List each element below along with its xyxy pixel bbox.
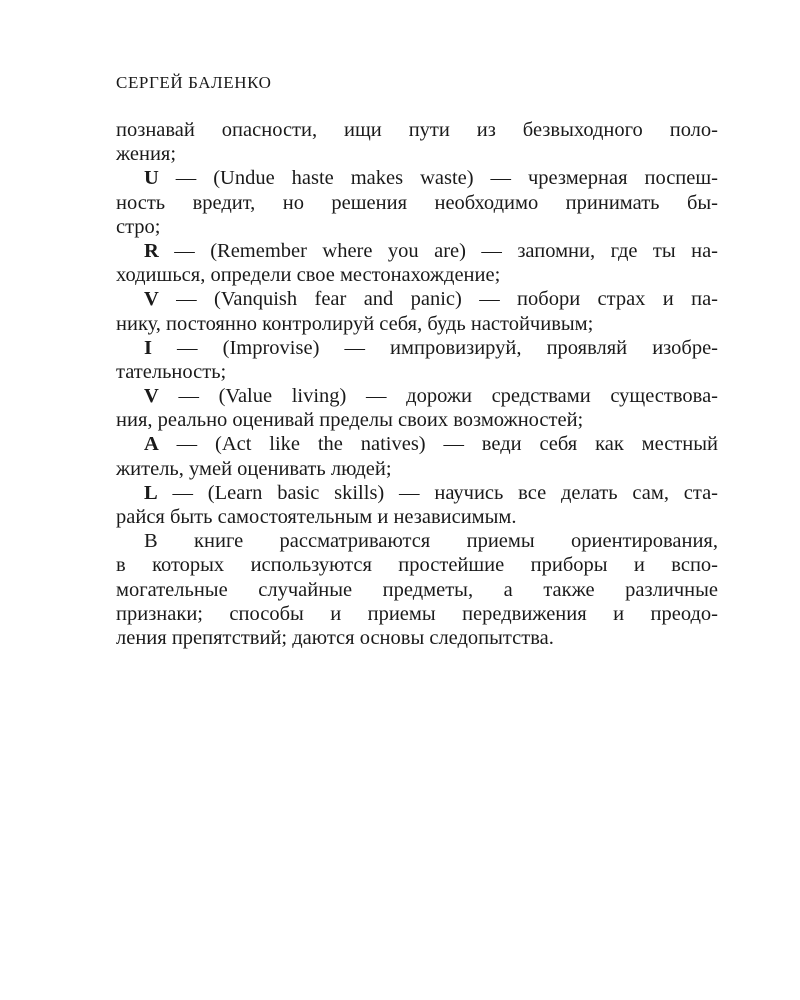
acronym-letter: U (144, 167, 159, 190)
text-line: познавай опасности, ищи пути из безвыходного поло- (116, 119, 718, 141)
acronym-letter: A (144, 433, 159, 456)
acronym-text: — (Undue haste makes waste) — чрезмерная поспеш- (158, 167, 718, 190)
text-line: нику, постоянно контролируй себя, будь настойчивым; (116, 312, 594, 335)
acronym-item-v2 (116, 384, 718, 408)
text-line: житель, умей оценивать людей; (116, 457, 392, 480)
text-line: ления препятствий; даются основы следопытства. (116, 626, 554, 649)
text-line: ния, реально оценивай пределы своих возможностей; (116, 409, 584, 432)
acronym-letter: V (144, 385, 159, 408)
acronym-text: — (Learn basic skills) — научись все делать сам, ста- (157, 481, 718, 504)
text-line: признаки; способы и приемы передвижения и преодо- (116, 602, 718, 625)
acronym-text: — (Improvise) — импровизируй, проявляй изобре- (151, 336, 718, 359)
text-line: могательные случайные предметы, а также различные (116, 578, 718, 601)
acronym-letter: L (144, 481, 158, 504)
text-line: райся быть самостоятельным и независимым. (116, 506, 517, 528)
body-text (116, 118, 718, 650)
acronym-item-i (116, 336, 718, 360)
acronym-item-l (116, 481, 718, 505)
acronym-item-v (116, 287, 718, 311)
text-line: ность вредит, но решения необходимо принимать бы- (116, 191, 718, 214)
acronym-letter: I (144, 336, 152, 359)
acronym-text: — (Vanquish fear and panic) — побори страх и па- (158, 288, 718, 311)
acronym-text: — (Value living) — дорожи средствами существова- (158, 385, 718, 408)
text-line: в которых используются простейшие приборы и вспо- (116, 554, 718, 577)
acronym-letter: V (144, 288, 159, 311)
text-line: ходишься, определи свое местонахождение; (116, 264, 501, 287)
acronym-letter: R (144, 239, 159, 262)
acronym-text: — (Act like the natives) — веди себя как местный (158, 433, 718, 456)
text-line: тательность; (116, 360, 227, 383)
text-line: жения; (116, 143, 177, 166)
text-line: стро; (116, 215, 161, 238)
paragraph-start: В книге рассматриваются приемы ориентирования, (144, 530, 718, 553)
acronym-item-a (116, 432, 718, 456)
acronym-item-r (116, 239, 718, 263)
running-head: СЕРГЕЙ БАЛЕНКО (116, 73, 272, 92)
acronym-text: — (Remember where you are) — запомни, где ты на- (158, 239, 718, 262)
acronym-item-u (116, 166, 718, 190)
